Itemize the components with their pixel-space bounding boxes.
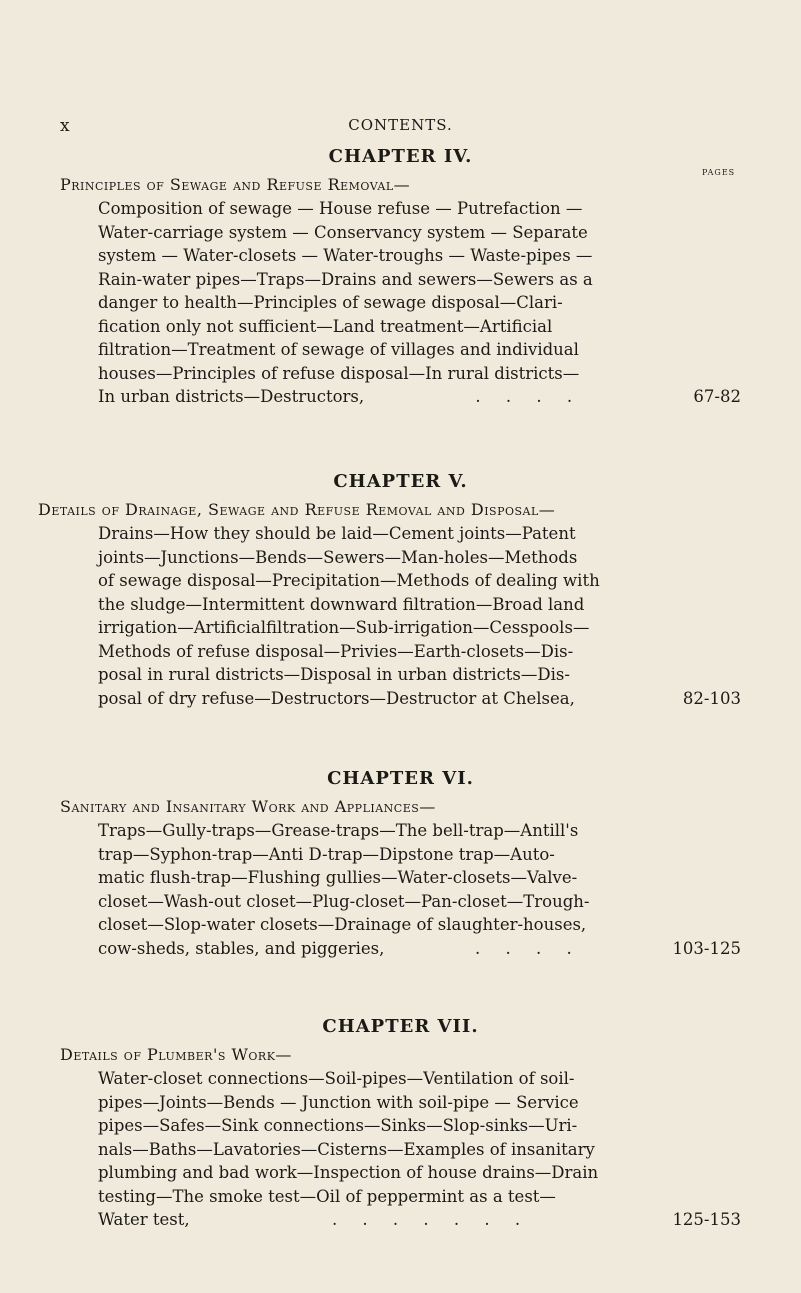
page-range: 67-82 [693, 387, 741, 406]
summary-last-line [98, 687, 741, 711]
summary-line: In urban districts—Destructors, [98, 387, 365, 406]
summary-line: cow-sheds, stables, and piggeries, [98, 938, 385, 958]
chapter-title: CHAPTER VI. [327, 768, 474, 789]
summary-line: fication only not sufficient—Land treatment—Artificial [98, 316, 553, 336]
chapter-summary [98, 819, 741, 960]
summary-line: Water-carriage system — Conservancy system — Separate [98, 222, 588, 242]
summary-line: houses—Principles of refuse disposal—In rural districts— [98, 363, 580, 383]
page-number: x [60, 116, 70, 136]
summary-line: Water-closet connections—Soil-pipes—Ventilation of soil- [98, 1069, 575, 1088]
chapter-title: CHAPTER V. [333, 471, 468, 492]
chapter-summary [98, 1067, 741, 1232]
summary-line: Drains—How they should be laid—Cement joints—Patent [98, 524, 576, 543]
summary-line: nals—Baths—Lavatories—Cisterns—Examples of insanitary [98, 1139, 595, 1159]
chapter-heading: Details of Drainage, Sewage and Refuse Removal and Disposal— [38, 500, 556, 519]
summary-line: matic flush-trap—Flushing gullies—Water-closets—Valve- [98, 868, 578, 887]
summary-line: Traps—Gully-traps—Grease-traps—The bell-trap—Antill's [98, 821, 579, 840]
summary-line: closet—Wash-out closet—Plug-closet—Pan-closet—Trough- [98, 891, 590, 911]
summary-line: posal in rural districts—Disposal in urban districts—Dis- [98, 665, 570, 684]
summary-last-line [98, 937, 741, 961]
summary-last-line [98, 385, 741, 409]
summary-line: danger to health—Principles of sewage disposal—Clari- [98, 293, 563, 312]
chapter-v [38, 470, 741, 710]
dot-leader [575, 687, 683, 711]
page-range: 125-153 [672, 1210, 741, 1229]
summary-line: system — Water-closets — Water-troughs — Waste-pipes — [98, 246, 593, 265]
dot-leader: . . . . . . . [331, 1210, 531, 1229]
summary-line: irrigation—Artificialfiltration—Sub-irrigation—Cesspools— [98, 618, 590, 637]
summary-line: pipes—Joints—Bends — Junction with soil-pipe — Service [98, 1092, 579, 1112]
chapter-vi [60, 767, 741, 960]
pages-column-label: PAGES [702, 168, 736, 177]
chapter-heading: Principles of Sewage and Refuse Removal— [60, 175, 411, 194]
chapter-iv [60, 145, 741, 409]
summary-line: posal of dry refuse—Destructors—Destructor at Chelsea, [98, 688, 575, 708]
running-header [60, 116, 741, 138]
summary-line: joints—Junctions—Bends—Sewers—Man-holes—Methods [98, 547, 578, 567]
dot-leader: . . . . [475, 938, 582, 958]
summary-line: trap—Syphon-trap—Anti D-trap—Dipstone trap—Auto- [98, 844, 555, 864]
chapter-title: CHAPTER VII. [322, 1016, 479, 1037]
chapter-title: CHAPTER IV. [328, 146, 473, 167]
summary-line: the sludge—Intermittent downward filtration—Broad land [98, 594, 585, 614]
page-range: 82-103 [682, 688, 741, 708]
dot-leader: . . . . [475, 387, 583, 406]
summary-line: closet—Slop-water closets—Drainage of slaughter-houses, [98, 915, 587, 934]
summary-line: Composition of sewage — House refuse — Putrefaction — [98, 199, 583, 218]
page-range: 103-125 [672, 938, 741, 958]
summary-line: testing—The smoke test—Oil of peppermint as a test— [98, 1186, 556, 1206]
summary-line: Rain-water pipes—Traps—Drains and sewers—Sewers as a [98, 269, 593, 289]
summary-last-line [98, 1208, 741, 1232]
summary-line: plumbing and bad work—Inspection of house drains—Drain [98, 1163, 599, 1182]
summary-line: of sewage disposal—Precipitation—Methods of dealing with [98, 571, 600, 590]
chapter-heading: Details of Plumber's Work— [60, 1045, 292, 1064]
chapter-summary [98, 197, 741, 409]
running-title: CONTENTS. [348, 116, 453, 134]
summary-line: Methods of refuse disposal—Privies—Earth-closets—Dis- [98, 641, 574, 661]
chapter-summary [98, 522, 741, 710]
summary-line: Water test, [98, 1210, 190, 1229]
chapter-heading: Sanitary and Insanitary Work and Appliances— [60, 797, 436, 816]
chapter-vii [60, 1015, 741, 1232]
summary-line: filtration—Treatment of sewage of villages and individual [98, 340, 579, 359]
summary-line: pipes—Safes—Sink connections—Sinks—Slop-sinks—Uri- [98, 1116, 578, 1135]
